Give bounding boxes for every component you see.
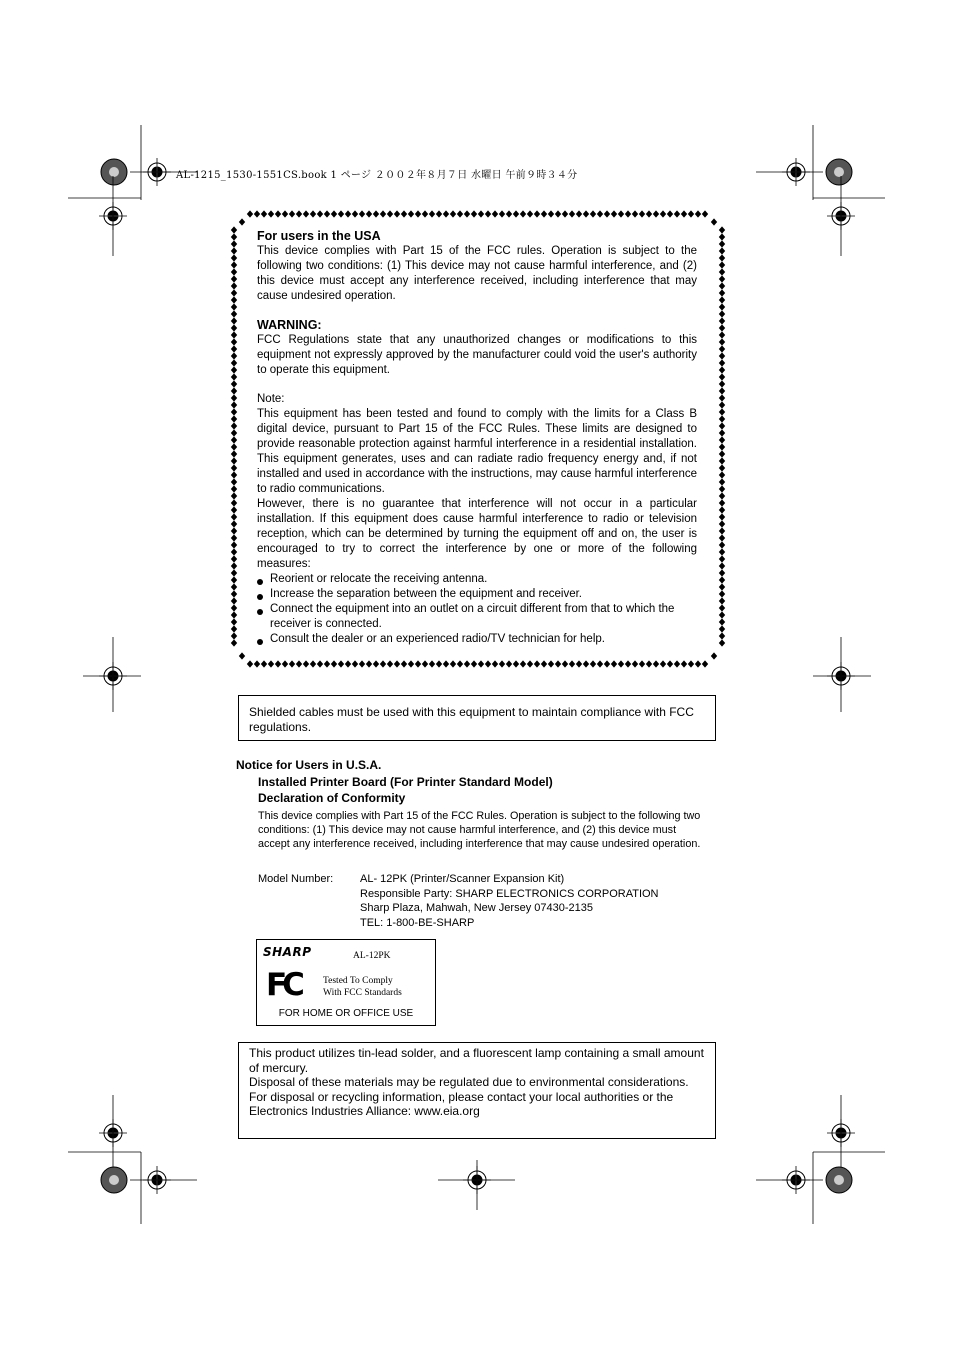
border-diamond (625, 660, 631, 667)
border-diamond (506, 660, 512, 667)
border-diamond (338, 660, 344, 667)
border-diamond (719, 324, 725, 331)
border-diamond (576, 660, 582, 667)
border-diamond (231, 373, 237, 380)
border-diamond (485, 660, 491, 667)
border-diamond (231, 429, 237, 436)
border-diamond (303, 210, 309, 217)
border-diamond (719, 233, 725, 240)
model-line: Sharp Plaza, Mahwah, New Jersey 07430-2135 (360, 902, 593, 914)
border-diamond (639, 210, 645, 217)
border-diamond (247, 210, 253, 217)
border-diamond (231, 625, 237, 632)
border-diamond (231, 401, 237, 408)
border-diamond (443, 210, 449, 217)
border-diamond (719, 401, 725, 408)
border-diamond (660, 660, 666, 667)
border-diamond (239, 218, 245, 225)
border-diamond (646, 660, 652, 667)
border-diamond (231, 226, 237, 233)
border-diamond (639, 660, 645, 667)
border-diamond (387, 660, 393, 667)
border-diamond (268, 210, 274, 217)
note-label: Note: (257, 393, 285, 405)
border-diamond (231, 548, 237, 555)
border-diamond (231, 604, 237, 611)
border-diamond (555, 660, 561, 667)
border-diamond (719, 254, 725, 261)
list-item: Connect the equipment into an outlet on a circuit different from that to which the receiver is connected. (257, 602, 697, 632)
model-values (360, 872, 659, 930)
border-diamond (719, 520, 725, 527)
border-diamond (471, 210, 477, 217)
border-diamond (450, 210, 456, 217)
border-diamond (520, 210, 526, 217)
border-diamond (247, 660, 253, 667)
border-diamond (719, 555, 725, 562)
border-diamond (597, 660, 603, 667)
border-diamond (653, 660, 659, 667)
border-diamond (719, 604, 725, 611)
border-diamond (719, 429, 725, 436)
border-diamond (231, 478, 237, 485)
border-diamond (429, 210, 435, 217)
border-diamond (231, 485, 237, 492)
border-diamond (719, 639, 725, 646)
border-diamond (231, 387, 237, 394)
border-diamond (401, 660, 407, 667)
border-diamond (590, 210, 596, 217)
border-diamond (569, 660, 575, 667)
border-diamond (719, 261, 725, 268)
border-diamond (231, 331, 237, 338)
border-diamond (387, 210, 393, 217)
border-diamond (711, 652, 717, 659)
border-diamond (674, 660, 680, 667)
note-text: This equipment has been tested and found to comply with the limits for a Class B digital device, pursuant to Part 15 of the FCC Rules. These limits are designed to provide reasonable protection against harmful interference in a residential installation. This equipment generates, uses and can radiate radio frequency energy and, if not installed and used in accordance with the instructions, may cause harmful interference to radio communications. (257, 408, 697, 495)
border-diamond (231, 394, 237, 401)
border-diamond (719, 380, 725, 387)
border-diamond (231, 240, 237, 247)
list-item: Consult the dealer or an experienced radio/TV technician for help. (257, 632, 697, 647)
border-diamond (478, 660, 484, 667)
border-diamond (660, 210, 666, 217)
border-diamond (464, 660, 470, 667)
border-diamond (719, 597, 725, 604)
border-diamond (632, 660, 638, 667)
border-diamond (408, 660, 414, 667)
border-diamond (719, 534, 725, 541)
border-diamond (231, 415, 237, 422)
border-diamond (231, 611, 237, 618)
border-diamond (231, 450, 237, 457)
tested-text (323, 975, 402, 999)
border-diamond (239, 652, 245, 659)
border-diamond (231, 268, 237, 275)
border-diamond (719, 303, 725, 310)
border-diamond (719, 331, 725, 338)
border-diamond (401, 210, 407, 217)
border-diamond (719, 387, 725, 394)
border-diamond (711, 218, 717, 225)
border-diamond (359, 210, 365, 217)
border-diamond (338, 210, 344, 217)
border-diamond (331, 660, 337, 667)
border-diamond (231, 345, 237, 352)
border-diamond (422, 210, 428, 217)
border-diamond (719, 247, 725, 254)
border-diamond (604, 210, 610, 217)
border-diamond (231, 471, 237, 478)
border-diamond (408, 210, 414, 217)
border-diamond (534, 210, 540, 217)
border-diamond (719, 457, 725, 464)
border-diamond (231, 422, 237, 429)
declaration-text: This device complies with Part 15 of the FCC Rules. Operation is subject to the following two conditions: (1) This device may not cause harmful interference, and (2) this device must accept any interference received, including interference that may cause undesired operation. (258, 810, 701, 850)
border-diamond (719, 422, 725, 429)
border-diamond (261, 660, 267, 667)
fcc-section (257, 228, 697, 647)
border-diamond (231, 492, 237, 499)
border-diamond (719, 310, 725, 317)
border-diamond (231, 436, 237, 443)
border-diamond (499, 660, 505, 667)
border-diamond (583, 210, 589, 217)
border-diamond (719, 611, 725, 618)
border-diamond (719, 359, 725, 366)
border-diamond (231, 261, 237, 268)
border-diamond (457, 210, 463, 217)
border-diamond (231, 527, 237, 534)
list-item: Reorient or relocate the receiving antenna. (257, 572, 697, 587)
border-diamond (261, 210, 267, 217)
border-diamond (719, 618, 725, 625)
warning-title: WARNING: (257, 318, 322, 332)
border-diamond (719, 590, 725, 597)
notice-subtitles (258, 775, 553, 806)
border-diamond (366, 210, 372, 217)
border-diamond (719, 282, 725, 289)
border-diamond (719, 485, 725, 492)
border-diamond (231, 457, 237, 464)
border-diamond (618, 660, 624, 667)
section-title: For users in the USA (257, 229, 381, 243)
border-diamond (231, 520, 237, 527)
border-diamond (282, 660, 288, 667)
border-diamond (520, 660, 526, 667)
border-diamond (231, 247, 237, 254)
tested-line: With FCC Standards (323, 988, 402, 998)
border-diamond (231, 513, 237, 520)
border-diamond (231, 282, 237, 289)
book-header: AL-1215_1530-1551CS.book 1 ページ ２００２年８月７日 水曜日 午前９時３４分 (176, 170, 578, 181)
border-diamond (576, 210, 582, 217)
border-diamond (719, 506, 725, 513)
border-diamond (527, 660, 533, 667)
border-diamond (719, 499, 725, 506)
declaration-heading: Declaration of Conformity (258, 790, 406, 805)
border-diamond (604, 660, 610, 667)
tested-line: Tested To Comply (323, 976, 393, 986)
fcc-intro: This device complies with Part 15 of the FCC rules. Operation is subject to the following two conditions: (1) This device may not cause harmful interference, and (2) this device must accept any interference received, including interference that may cause undesired operation. (257, 245, 697, 302)
border-diamond (632, 210, 638, 217)
border-diamond (231, 569, 237, 576)
border-diamond (231, 632, 237, 639)
border-diamond (719, 408, 725, 415)
border-diamond (443, 660, 449, 667)
border-diamond (555, 210, 561, 217)
border-diamond (719, 296, 725, 303)
border-diamond (719, 492, 725, 499)
border-diamond (618, 210, 624, 217)
border-diamond (719, 443, 725, 450)
border-diamond (231, 555, 237, 562)
border-diamond (719, 436, 725, 443)
border-diamond (674, 210, 680, 217)
border-diamond (457, 660, 463, 667)
border-diamond (231, 338, 237, 345)
border-diamond (231, 352, 237, 359)
border-diamond (352, 660, 358, 667)
border-diamond (719, 478, 725, 485)
border-diamond (231, 359, 237, 366)
model-line: AL- 12PK (Printer/Scanner Expansion Kit) (360, 873, 565, 885)
border-diamond (231, 443, 237, 450)
border-diamond (331, 210, 337, 217)
border-diamond (702, 660, 708, 667)
border-diamond (653, 210, 659, 217)
border-diamond (366, 660, 372, 667)
border-diamond (681, 660, 687, 667)
border-diamond (231, 597, 237, 604)
border-diamond (394, 210, 400, 217)
border-diamond (719, 464, 725, 471)
border-diamond (450, 660, 456, 667)
border-diamond (231, 289, 237, 296)
border-diamond (719, 345, 725, 352)
border-diamond (231, 296, 237, 303)
border-diamond (317, 660, 323, 667)
border-diamond (541, 210, 547, 217)
border-diamond (352, 210, 358, 217)
border-diamond (231, 590, 237, 597)
border-diamond (324, 660, 330, 667)
border-diamond (394, 660, 400, 667)
measures-list (257, 572, 697, 647)
border-diamond (429, 660, 435, 667)
border-diamond (719, 268, 725, 275)
border-diamond (296, 660, 302, 667)
border-diamond (719, 394, 725, 401)
border-diamond (719, 625, 725, 632)
border-diamond (625, 210, 631, 217)
printer-board-heading: Installed Printer Board (For Printer Standard Model) (258, 775, 553, 789)
border-diamond (303, 660, 309, 667)
border-diamond (345, 210, 351, 217)
border-diamond (719, 450, 725, 457)
border-diamond (688, 210, 694, 217)
border-diamond (282, 210, 288, 217)
disposal-line: This product utilizes tin-lead solder, and a fluorescent lamp containing a small amount of mercury. (249, 1046, 704, 1075)
border-diamond (471, 660, 477, 667)
label-model: AL-12PK (353, 951, 391, 961)
border-diamond (695, 660, 701, 667)
border-diamond (464, 210, 470, 217)
border-diamond (373, 210, 379, 217)
border-diamond (548, 210, 554, 217)
border-diamond (719, 513, 725, 520)
disposal-line: Disposal of these materials may be regulated due to environmental considerations. (249, 1075, 689, 1089)
border-diamond (667, 210, 673, 217)
border-diamond (681, 210, 687, 217)
border-diamond (254, 210, 260, 217)
border-diamond (562, 660, 568, 667)
border-diamond (611, 660, 617, 667)
border-diamond (513, 660, 519, 667)
border-diamond (422, 660, 428, 667)
border-diamond (541, 660, 547, 667)
border-diamond (373, 660, 379, 667)
border-diamond (415, 660, 421, 667)
border-diamond (719, 569, 725, 576)
disposal-notice (238, 1042, 716, 1139)
border-diamond (719, 240, 725, 247)
border-diamond (527, 210, 533, 217)
border-diamond (345, 660, 351, 667)
border-diamond (231, 317, 237, 324)
border-diamond (719, 366, 725, 373)
border-diamond (324, 210, 330, 217)
border-diamond (415, 210, 421, 217)
border-diamond (478, 210, 484, 217)
border-diamond (597, 210, 603, 217)
border-diamond (702, 210, 708, 217)
border-diamond (380, 660, 386, 667)
border-diamond (231, 464, 237, 471)
border-diamond (275, 660, 281, 667)
disposal-line: For disposal or recycling information, please contact your local authorities or the Electronics Industries Alliance: www.eia.org (249, 1089, 674, 1118)
border-diamond (562, 210, 568, 217)
list-item: Increase the separation between the equipment and receiver. (257, 587, 697, 602)
border-diamond (231, 534, 237, 541)
border-diamond (317, 210, 323, 217)
border-diamond (492, 660, 498, 667)
border-diamond (231, 408, 237, 415)
border-diamond (719, 471, 725, 478)
model-label: Model Number: (258, 873, 334, 885)
border-diamond (380, 210, 386, 217)
border-diamond (688, 660, 694, 667)
border-diamond (231, 233, 237, 240)
border-diamond (719, 527, 725, 534)
border-diamond (513, 210, 519, 217)
border-diamond (231, 541, 237, 548)
border-diamond (492, 210, 498, 217)
border-diamond (296, 210, 302, 217)
shielded-cables-notice: Shielded cables must be used with this equipment to maintain compliance with FCC regulations. (238, 695, 716, 741)
border-diamond (231, 310, 237, 317)
border-diamond (231, 576, 237, 583)
border-diamond (719, 548, 725, 555)
border-diamond (231, 506, 237, 513)
border-diamond (436, 210, 442, 217)
border-diamond (534, 660, 540, 667)
border-diamond (231, 275, 237, 282)
border-diamond (719, 583, 725, 590)
notice-title: Notice for Users in U.S.A. (236, 758, 382, 772)
fcc-compliance-label (256, 939, 436, 1026)
border-diamond (719, 562, 725, 569)
border-diamond (499, 210, 505, 217)
border-diamond (695, 210, 701, 217)
border-diamond (719, 576, 725, 583)
border-diamond (719, 289, 725, 296)
model-line: TEL: 1-800-BE-SHARP (360, 916, 475, 929)
border-diamond (719, 275, 725, 282)
border-diamond (719, 317, 725, 324)
border-diamond (231, 618, 237, 625)
border-diamond (231, 324, 237, 331)
border-diamond (231, 303, 237, 310)
border-diamond (268, 660, 274, 667)
border-diamond (506, 210, 512, 217)
border-diamond (583, 660, 589, 667)
border-diamond (231, 639, 237, 646)
border-diamond (231, 583, 237, 590)
fcc-logo: FC (266, 967, 300, 1003)
however-text: However, there is no guarantee that interference will not occur in a particular installation. If this equipment does cause harmful interference to radio or television reception, which can be determined by turning the equipment off and on, the user is encouraged to try to correct the interference by one or more of the following measures: (257, 498, 697, 570)
warning-text: FCC Regulations state that any unauthorized changes or modifications to this equipment not expressly approved by the manufacturer could void the user's authority to operate this equipment. (257, 334, 697, 376)
border-diamond (254, 660, 260, 667)
border-diamond (719, 352, 725, 359)
border-diamond (231, 499, 237, 506)
border-diamond (719, 226, 725, 233)
border-diamond (548, 660, 554, 667)
border-diamond (611, 210, 617, 217)
border-diamond (289, 660, 295, 667)
border-diamond (719, 541, 725, 548)
border-diamond (667, 660, 673, 667)
label-footer: FOR HOME OR OFFICE USE (278, 1008, 414, 1019)
border-diamond (719, 338, 725, 345)
border-diamond (275, 210, 281, 217)
border-diamond (231, 380, 237, 387)
sharp-logo: SHARP (263, 945, 312, 959)
border-diamond (436, 660, 442, 667)
border-diamond (719, 632, 725, 639)
border-diamond (485, 210, 491, 217)
border-diamond (719, 415, 725, 422)
border-diamond (231, 254, 237, 261)
border-diamond (289, 210, 295, 217)
border-diamond (359, 660, 365, 667)
border-diamond (646, 210, 652, 217)
border-diamond (310, 210, 316, 217)
border-diamond (231, 562, 237, 569)
border-diamond (310, 660, 316, 667)
model-line: Responsible Party: SHARP ELECTRONICS CORPORATION (360, 887, 659, 900)
border-diamond (231, 366, 237, 373)
border-diamond (569, 210, 575, 217)
border-diamond (719, 373, 725, 380)
border-diamond (590, 660, 596, 667)
